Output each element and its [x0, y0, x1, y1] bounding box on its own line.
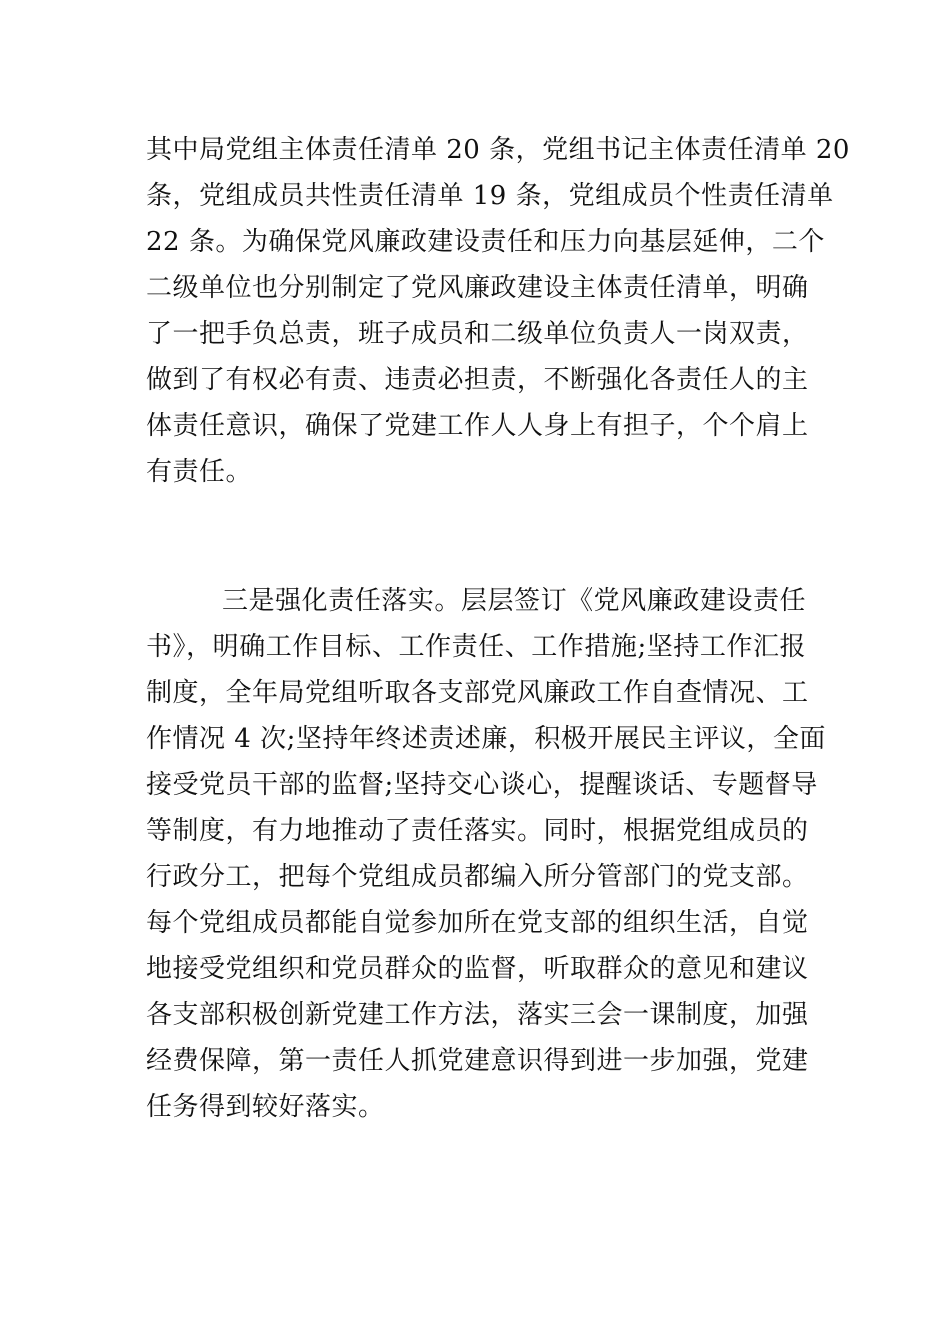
paragraph-1-line-5: 了一把手负总责，班子成员和二级单位负责人一岗双责， [146, 319, 809, 349]
paragraph-2-line-4: 作情况 4 次;坚持年终述责述廉，积极开展民主评议，全面 [146, 724, 826, 754]
paragraph-2-line-2: 书》，明确工作目标、工作责任、工作措施;坚持工作汇报 [146, 632, 806, 662]
paragraph-1-line-2: 条，党组成员共性责任清单 19 条，党组成员个性责任清单 [146, 181, 834, 211]
paragraph-1-line-7: 体责任意识，确保了党建工作人人身上有担子，个个肩上 [146, 411, 809, 441]
paragraph-2-line-8: 每个党组成员都能自觉参加所在党支部的组织生活，自觉 [146, 908, 809, 938]
paragraph-1-line-4: 二级单位也分别制定了党风廉政建设主体责任清单，明确 [146, 273, 809, 303]
paragraph-1-line-6: 做到了有权必有责、违责必担责，不断强化各责任人的主 [146, 365, 809, 395]
paragraph-2-line-12: 任务得到较好落实。 [146, 1092, 385, 1122]
paragraph-2-line-5: 接受党员干部的监督;坚持交心谈心，提醒谈话、专题督导 [146, 770, 818, 800]
paragraph-2-line-1: 三是强化责任落实。层层签订《党风廉政建设责任 [222, 586, 806, 616]
paragraph-2-line-3: 制度，全年局党组听取各支部党风廉政工作自查情况、工 [146, 678, 809, 708]
paragraph-1-line-8: 有责任。 [146, 457, 253, 487]
paragraph-2-line-11: 经费保障，第一责任人抓党建意识得到进一步加强，党建 [146, 1046, 809, 1076]
paragraph-1-line-1: 其中局党组主体责任清单 20 条，党组书记主体责任清单 20 [146, 135, 850, 165]
paragraph-2-line-10: 各支部积极创新党建工作方法，落实三会一课制度，加强 [146, 1000, 809, 1030]
paragraph-2-line-7: 行政分工，把每个党组成员都编入所分管部门的党支部。 [146, 862, 809, 892]
paragraph-2-line-9: 地接受党组织和党员群众的监督，听取群众的意见和建议 [146, 954, 809, 984]
paragraph-1-line-3: 22 条。为确保党风廉政建设责任和压力向基层延伸，二个 [146, 227, 825, 257]
paragraph-2-line-6: 等制度，有力地推动了责任落实。同时，根据党组成员的 [146, 816, 809, 846]
